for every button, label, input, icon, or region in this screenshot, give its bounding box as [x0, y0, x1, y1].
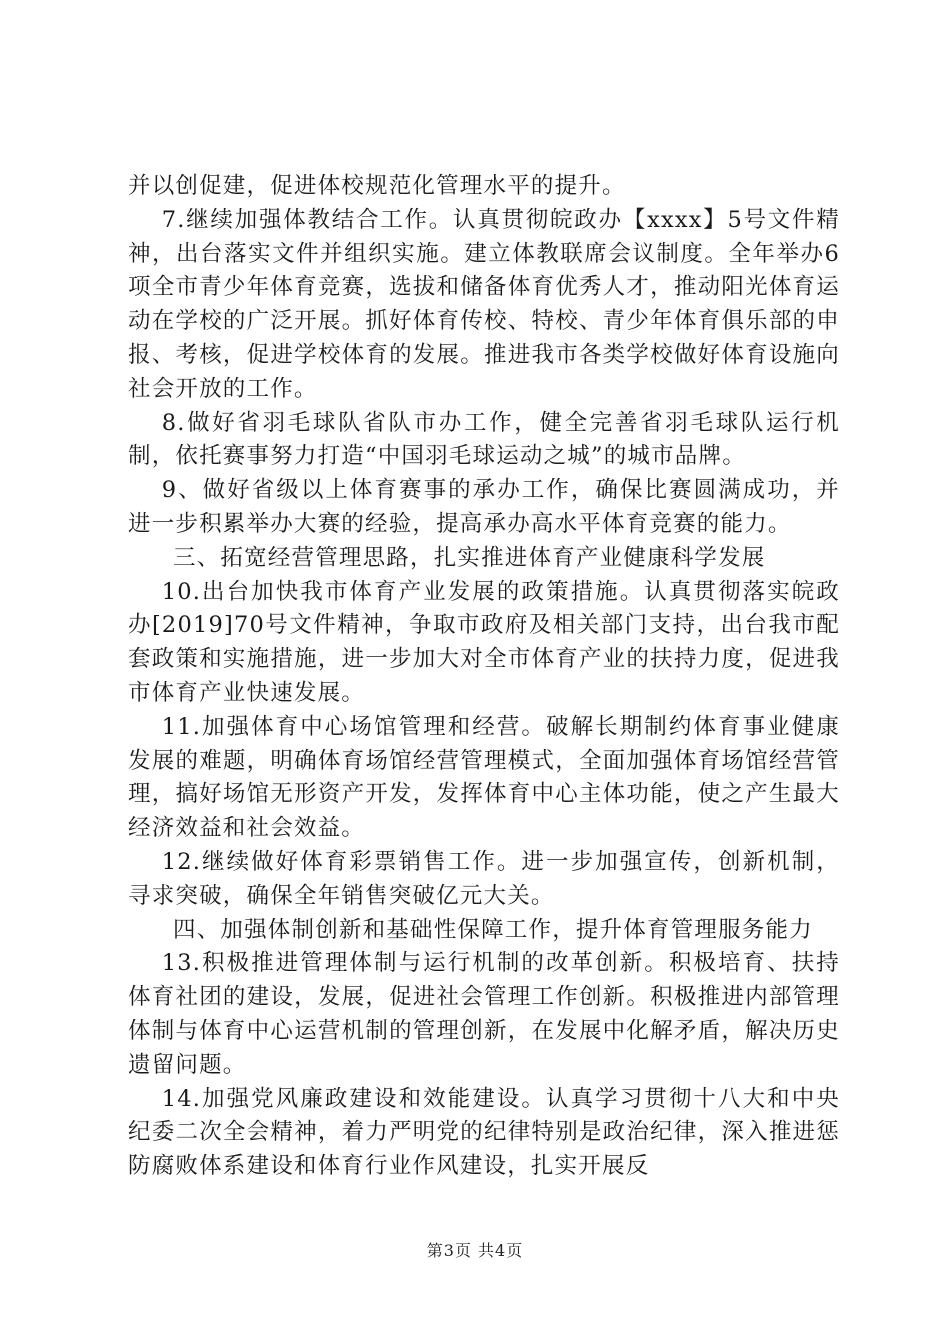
document-body: [128, 170, 840, 1184]
page-footer: 第3页 共4页: [426, 1241, 524, 1260]
body-paragraph: 10.出台加快我市体育产业发展的政策措施。认真贯彻落实皖政办[2019]70号文件精神，争取市政府及相关部门支持，出台我市配套政策和实施措施，进一步加大对全市体育产业的扶持力度，促进我市体育产业快速发展。: [128, 578, 840, 706]
body-paragraph: 12.继续做好体育彩票销售工作。进一步加强宣传，创新机制，寻求突破，确保全年销售突破亿元大关。: [128, 848, 840, 909]
body-paragraph: 13.积极推进管理体制与运行机制的改革创新。积极培育、扶持体育社团的建设，发展，促进社会管理工作创新。积极推进内部管理体制与体育中心运营机制的管理创新，在发展中化解矛盾，解决历史遗留问题。: [128, 950, 840, 1078]
body-paragraph: 三、拓宽经营管理思路，扎实推进体育产业健康科学发展: [173, 544, 766, 571]
body-paragraph: 7.继续加强体教结合工作。认真贯彻皖政办【xxxx】5号文件精神，出台落实文件并组织实施。建立体教联席会议制度。全年举办6项全市青少年体育竞赛，选拔和储备体育优秀人才，推动阳光体育运动在学校的广泛开展。抓好体育传校、特校、青少年体育俱乐部的申报、考核，促进学校体育的发展。推进我市各类学校做好体育设施向社会开放的工作。: [128, 206, 840, 402]
body-paragraph: 8.做好省羽毛球队省队市办工作，健全完善省羽毛球队运行机制，依托赛事努力打造“中国羽毛球运动之城”的城市品牌。: [128, 409, 840, 470]
body-paragraph: 9、做好省级以上体育赛事的承办工作，确保比赛圆满成功，并进一步积累举办大赛的经验，提高承办高水平体育竞赛的能力。: [128, 477, 840, 537]
body-paragraph: 14.加强党风廉政建设和效能建设。认真学习贯彻十八大和中央纪委二次全会精神，着力严明党的纪律特别是政治纪律，深入推进惩防腐败体系建设和体育行业作风建设，扎实开展反: [128, 1085, 840, 1180]
body-paragraph: 并以创促建，促进体校规范化管理水平的提升。: [128, 173, 626, 199]
body-paragraph: 四、加强体制创新和基础性保障工作，提升体育管理服务能力: [173, 916, 813, 943]
body-paragraph: 11.加强体育中心场馆管理和经营。破解长期制约体育事业健康发展的难题，明确体育场馆经营管理模式，全面加强体育场馆经营管理，搞好场馆无形资产开发，发挥体育中心主体功能，使之产生最大经济效益和社会效益。: [128, 713, 840, 842]
